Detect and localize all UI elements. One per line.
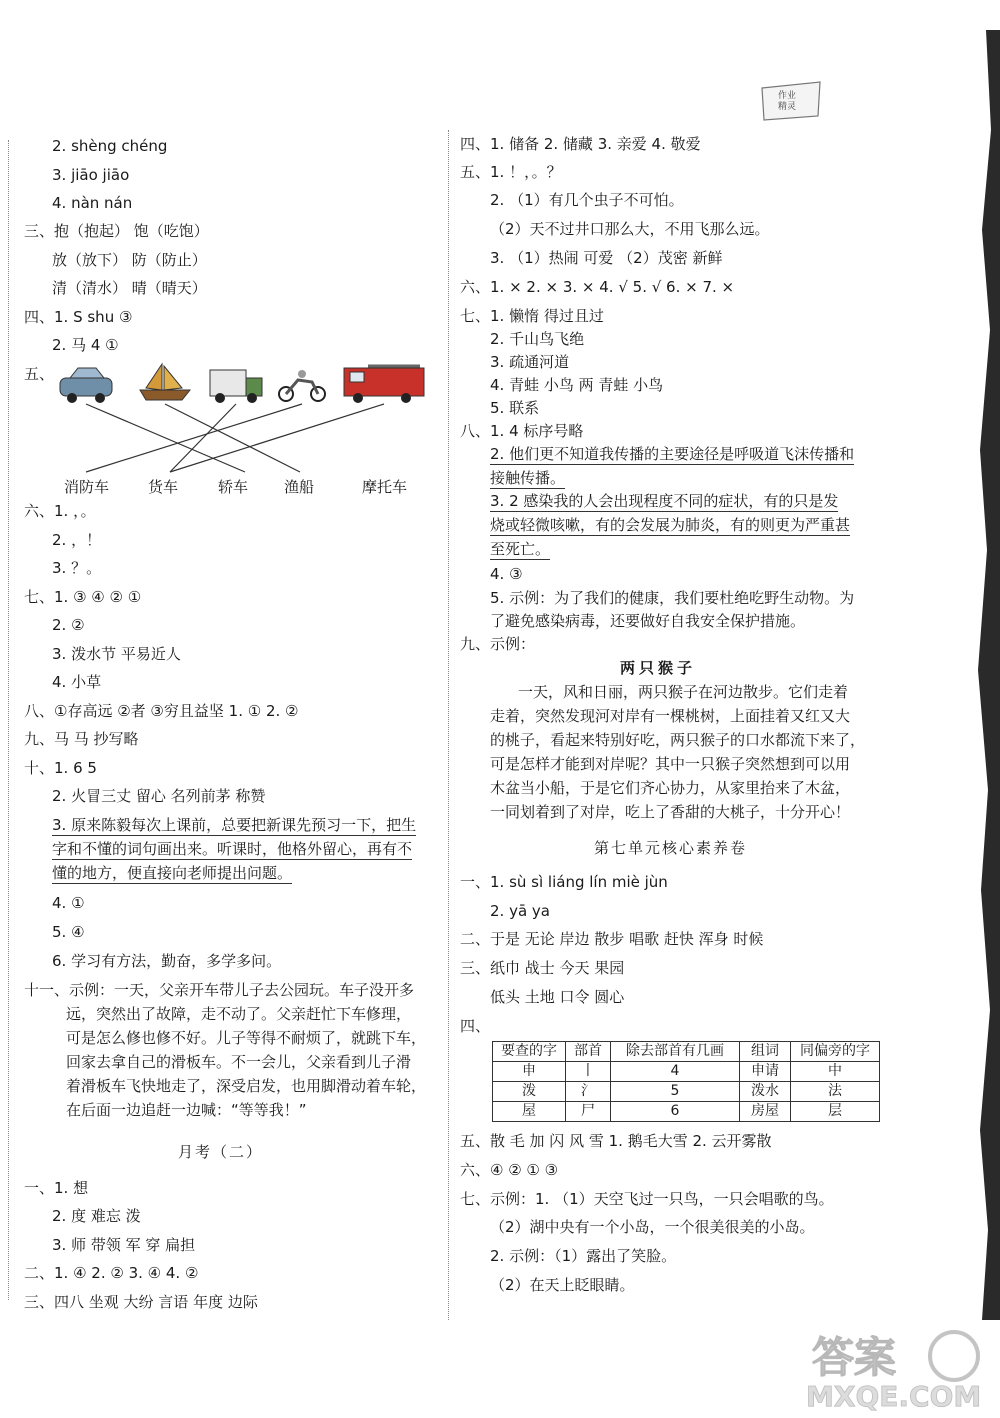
- answer-line: 九、示例：: [460, 635, 536, 653]
- answer-line: 2. 火冒三丈 留心 名列前茅 称赞: [52, 787, 266, 805]
- section-label: 四、: [460, 1017, 491, 1035]
- svg-text:作业: 作业: [778, 91, 797, 101]
- story-title: 两只猴子: [620, 659, 697, 677]
- left-margin-rule: [8, 140, 9, 1300]
- radical-lookup-table: [492, 1041, 880, 1122]
- vehicle-label: 消防车: [64, 478, 110, 496]
- story-line: 可是怎样才能到对岸呢？其中一只猴子突然想到可以用: [490, 755, 851, 773]
- table-row: [493, 1102, 880, 1122]
- truck-icon: [210, 370, 262, 403]
- answer-line: （2）湖中央有一个小岛，一个很美很美的小岛。: [490, 1218, 815, 1236]
- table-header-cell: 要查的字: [493, 1042, 566, 1062]
- answer-line: 十一、示例：一天，父亲开车带儿子去公园玩。车子没开多: [24, 981, 415, 999]
- answer-line: 着滑板车飞快地走了，深受启发，也用脚滑动着车轮，: [66, 1077, 427, 1095]
- answer-line: 4. 小草: [52, 673, 102, 691]
- table-row: [493, 1062, 880, 1082]
- table-cell: 层: [791, 1102, 880, 1122]
- underlined-answer: 字和不懂的词句画出来。听课时，他格外留心，再有不: [52, 840, 413, 858]
- answer-line: 三、纸巾 战士 今天 果园: [460, 959, 625, 977]
- torn-edge: [972, 30, 1000, 1320]
- story-line: 木盆当小船，于是它们齐心协力，从家里抬来了木盆，: [490, 779, 851, 797]
- table-cell: 丨: [566, 1062, 611, 1082]
- table-cell: 4: [611, 1062, 740, 1082]
- answer-line: 六、1. ，。: [24, 502, 96, 520]
- answer-line: 远，突然出了故障，走不动了。父亲赶忙下车修理，: [66, 1005, 412, 1023]
- answer-line: 5. 联系: [490, 399, 540, 417]
- answer-line: 放（放下） 防（防止）: [52, 251, 207, 269]
- answer-line: 九、马 马 抄写略: [24, 730, 139, 748]
- table-cell: 氵: [566, 1082, 611, 1102]
- answer-line: 2. 千山鸟飞绝: [490, 330, 585, 348]
- table-header-row: [493, 1042, 880, 1062]
- answer-line: 二、1. ④ 2. ② 3. ④ 4. ②: [24, 1264, 199, 1282]
- answer-line: 十、1. 6 5: [24, 759, 97, 777]
- answer-line: 六、1. × 2. × 3. × 4. √ 5. √ 6. × 7. ×: [460, 278, 735, 296]
- answer-line: 2. ，！: [52, 531, 102, 549]
- answer-line: 5. 示例：为了我们的健康，我们要杜绝吃野生动物。为: [490, 589, 855, 607]
- answer-line: 七、示例：1. （1）天空飞过一只鸟，一只会唱歌的鸟。: [460, 1190, 834, 1208]
- column-divider: [448, 130, 449, 1320]
- answer-line: 4. 青蛙 小鸟 两 青蛙 小鸟: [490, 376, 664, 394]
- table-header-cell: 部首: [566, 1042, 611, 1062]
- answer-line: 清（清水） 晴（晴天）: [52, 279, 207, 297]
- underlined-answer: 接触传播。: [490, 469, 566, 487]
- answer-line: 2. 示例：（1）露出了笑脸。: [490, 1247, 677, 1265]
- vehicle-label: 渔船: [284, 478, 315, 496]
- answer-line: 三、抱（抱起） 饱（吃饱）: [24, 222, 209, 240]
- vehicle-label: 摩托车: [362, 478, 408, 496]
- answer-line: 4. ①: [52, 894, 85, 912]
- watermark-logo: [776, 1318, 994, 1414]
- table-cell: 中: [791, 1062, 880, 1082]
- table-cell: 5: [611, 1082, 740, 1102]
- answer-line: 六、④ ② ① ③: [460, 1161, 559, 1179]
- table-header-cell: 同偏旁的字: [791, 1042, 880, 1062]
- answer-line: 6. 学习有方法，勤奋，多学多问。: [52, 952, 282, 970]
- story-line: 一天，风和日丽，两只猴子在河边散步。它们走着: [518, 683, 849, 701]
- answer-line: 七、1. 懒惰 得过且过: [460, 307, 604, 325]
- answer-line: （2）在天上眨眼睛。: [490, 1276, 635, 1294]
- underlined-answer: 烧或轻微咳嗽，有的会发展为肺炎，有的则更为严重甚: [490, 516, 851, 534]
- answer-line: 2. 度 难忘 泼: [52, 1207, 141, 1225]
- answer-line: 一、1. 想: [24, 1179, 89, 1197]
- vehicle-label: 货车: [148, 478, 179, 496]
- car-icon: [60, 368, 112, 403]
- answer-line: 4. nàn nán: [52, 194, 133, 212]
- answer-line: 五、1. ！，。？: [460, 163, 562, 181]
- table-cell: 房屋: [740, 1102, 791, 1122]
- table-cell: 尸: [566, 1102, 611, 1122]
- answer-line: 3. 师 带领 军 穿 扁担: [52, 1236, 196, 1254]
- section-title: 第七单元核心素养卷: [594, 839, 748, 857]
- answer-line: 八、1. 4 标序号略: [460, 422, 584, 440]
- story-line: 走着，突然发现河对岸有一棵桃树，上面挂着又红又大: [490, 707, 851, 725]
- underlined-answer: 2. 他们更不知道我传播的主要途径是呼吸道飞沫传播和: [490, 445, 855, 463]
- sailboat-icon: [140, 364, 190, 400]
- underlined-answer: 懂的地方，便直接向老师提出问题。: [52, 864, 293, 882]
- answer-line: 低头 土地 口令 圆心: [490, 988, 625, 1006]
- answer-line: 五、散 毛 加 闪 风 雪 1. 鹅毛大雪 2. 云开雾散: [460, 1132, 772, 1150]
- table-header-cell: 除去部首有几画: [611, 1042, 740, 1062]
- answer-line: 3. 泼水节 平易近人: [52, 645, 181, 663]
- matching-lines: [86, 404, 384, 472]
- answer-line: 4. ③: [490, 565, 523, 583]
- answer-line: 2. shèng chéng: [52, 137, 168, 155]
- vehicle-label: 轿车: [218, 478, 249, 496]
- answer-line: 2. （1）有几个虫子不可怕。: [490, 191, 684, 209]
- answer-line: 一、1. sù sì liáng lín miè jùn: [460, 873, 668, 891]
- underlined-answer: 至死亡。: [490, 540, 551, 558]
- answer-line: 七、1. ③ ④ ② ①: [24, 588, 142, 606]
- answer-line: 3. （1）热闹 可爱 （2）茂密 新鲜: [490, 249, 723, 267]
- answer-line: 三、四八 坐观 大纷 言语 年度 边际: [24, 1293, 258, 1311]
- answer-line: （2）天不过井口那么大，不用飞那么远。: [490, 220, 770, 238]
- section-label: 五、: [24, 365, 55, 383]
- answer-line: 二、于是 无论 岸边 散步 唱歌 赶快 浑身 时候: [460, 930, 764, 948]
- table-header-cell: 组词: [740, 1042, 791, 1062]
- table-cell: 申请: [740, 1062, 791, 1082]
- motorcycle-icon: [279, 370, 325, 401]
- answer-line: 3. ？。: [52, 559, 102, 577]
- table-cell: 屋: [493, 1102, 566, 1122]
- answer-line: 回家去拿自己的滑板车。不一会儿，父亲看到儿子滑: [66, 1053, 412, 1071]
- svg-text:MXQE.COM: MXQE.COM: [806, 1380, 982, 1413]
- table-row: [493, 1082, 880, 1102]
- answer-line: 八、①存高远 ②者 ③穷且益坚 1. ① 2. ②: [24, 702, 299, 720]
- svg-text:答案: 答案: [812, 1333, 897, 1382]
- story-line: 的桃子，看起来特别好吃，两只猴子的口水都流下来了，: [490, 731, 866, 749]
- answer-line: 3. 疏通河道: [490, 353, 570, 371]
- answer-line: 四、1. 储备 2. 储藏 3. 亲爱 4. 敬爱: [460, 135, 701, 153]
- answer-line: 2. 马 4 ①: [52, 336, 119, 354]
- answer-line: 2. yā ya: [490, 902, 550, 920]
- answer-line: 5. ④: [52, 923, 85, 941]
- answer-line: 在后面一边追赶一边喊：“等等我！”: [66, 1101, 307, 1119]
- table-cell: 申: [493, 1062, 566, 1082]
- section-title: 月考（二）: [178, 1143, 264, 1161]
- svg-text:精灵: 精灵: [778, 102, 797, 112]
- table-cell: 泼: [493, 1082, 566, 1102]
- answer-line: 四、1. S shu ③: [24, 308, 133, 326]
- firetruck-icon: [344, 366, 424, 403]
- underlined-answer: 3. 原来陈毅每次上课前，总要把新课先预习一下，把生: [52, 816, 417, 834]
- table-cell: 6: [611, 1102, 740, 1122]
- table-cell: 泼水: [740, 1082, 791, 1102]
- stamp-logo: [758, 78, 824, 124]
- answer-line: 可是怎么修也修不好。儿子等得不耐烦了，就跳下车，: [66, 1029, 427, 1047]
- answer-line: 3. jiāo jiāo: [52, 166, 130, 184]
- story-line: 一同划着到了对岸，吃上了香甜的大桃子，十分开心！: [490, 803, 851, 821]
- underlined-answer: 3. 2 感染我的人会出现程度不同的症状，有的只是发: [490, 492, 839, 510]
- answer-line: 了避免感染病毒，还要做好自我安全保护措施。: [490, 612, 806, 630]
- table-cell: 法: [791, 1082, 880, 1102]
- answer-line: 2. ②: [52, 616, 85, 634]
